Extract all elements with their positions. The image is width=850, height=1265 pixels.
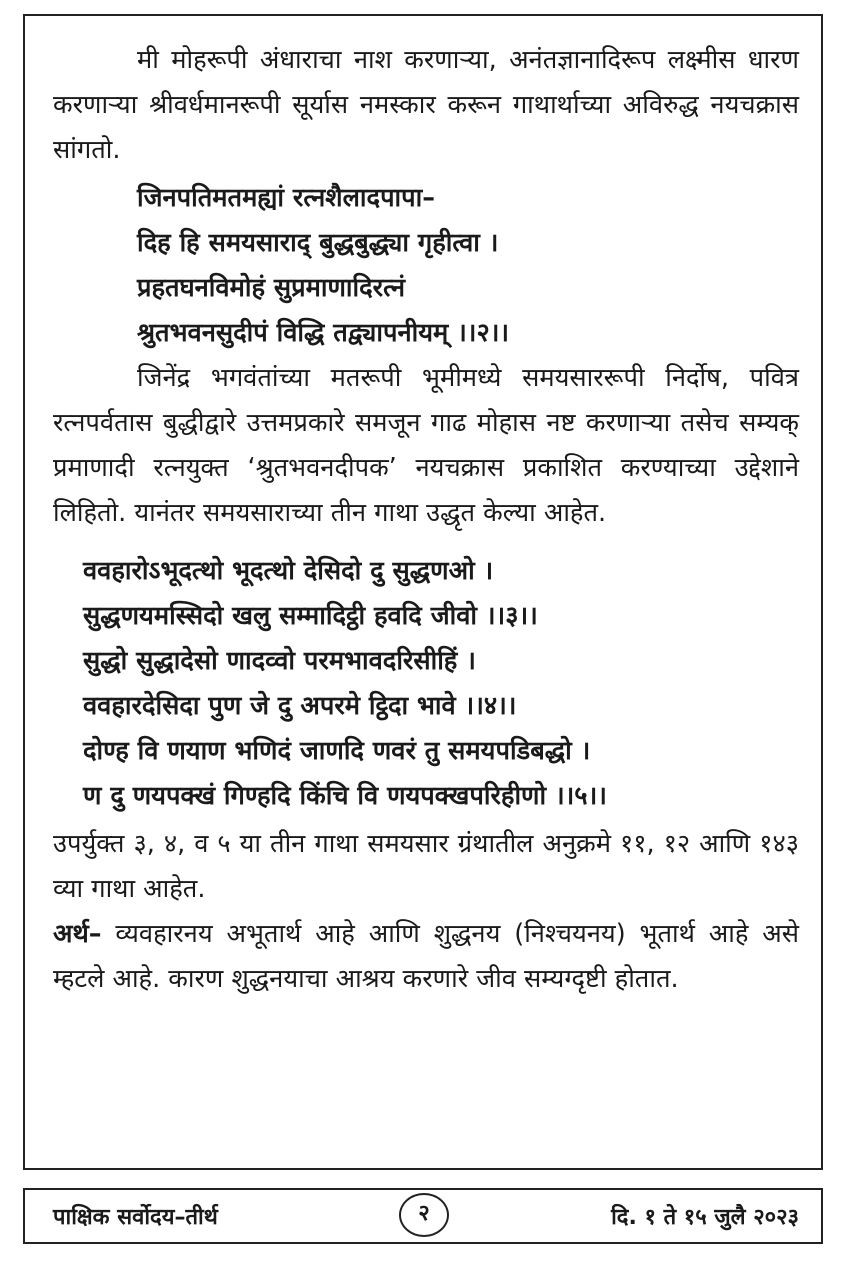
verse-line: दोण्ह वि णयाण भणिदं जाणदि णवरं तु समयपडिबद्धो । bbox=[83, 736, 591, 766]
verse-line: सुद्धो सुद्धादेसो णादव्वो परमभावदरिसीहिं । bbox=[83, 646, 476, 676]
meaning-label: अर्थ– bbox=[53, 919, 102, 949]
page-frame bbox=[23, 14, 823, 1170]
verse-line: ववहारोऽभूदत्थो भूदत्थो देसिदो दु सुद्धणओ । bbox=[83, 556, 494, 586]
publication-name: पाक्षिक सर्वोदय–तीर्थ bbox=[53, 1205, 218, 1230]
page-footer bbox=[23, 1188, 823, 1244]
verse-line: श्रुतभवनसुदीपं विद्धि तद्व्यापनीयम् ।।२।। bbox=[137, 318, 510, 348]
paragraph-reference: उपर्युक्त ३, ४, व ५ या तीन गाथा समयसार ग्रंथातील अनुक्रमे ११, १२ आणि १४३ व्या गाथा आहेत. bbox=[53, 829, 799, 904]
issue-date: दि. १ ते १५ जुलै २०२३ bbox=[611, 1205, 799, 1230]
page-number: २ bbox=[399, 1193, 449, 1237]
verse-line: सुद्धणयमस्सिदो खलु सम्मादिट्ठी हवदि जीवो ।।३।। bbox=[83, 601, 538, 631]
paragraph-explanation: जिनेंद्र भगवंतांच्या मतरूपी भूमीमध्ये समयसाररूपी निर्दोष, पवित्र रत्नपर्वतास बुद्धीद्वारे उत्तमप्रकारे समजून गाढ मोहास नष्ट करणाऱ्या तसेच सम्यक् प्रमाणादी रत्नयुक्त ‘श्रुतभवनदीपक’ नयचक्रास प्रकाशित करण्याच्या उद्देशाने लिहितो. यानंतर समयसाराच्या तीन गाथा उद्धृत केल्या आहेत. bbox=[53, 363, 799, 528]
paragraph-meaning bbox=[53, 912, 799, 1002]
verse-prakrit bbox=[53, 549, 799, 819]
verse-line: प्रहतघनविमोहं सुप्रमाणादिरत्नं bbox=[137, 273, 406, 303]
verse-line: दिह हि समयसाराद् बुद्धबुद्ध्या गृहीत्वा । bbox=[137, 228, 499, 258]
verse-line: ववहारदेसिदा पुण जे दु अपरमे ट्ठिदा भावे ।।४।। bbox=[83, 691, 517, 721]
paragraph-intro: मी मोहरूपी अंधाराचा नाश करणाऱ्या, अनंतज्ञानादिरूप लक्ष्मीस धारण करणाऱ्या श्रीवर्धमानरूपी सूर्यास नमस्कार करून गाथार्थाच्या अविरुद्ध नयचक्रास सांगतो. bbox=[53, 45, 799, 165]
meaning-text: व्यवहारनय अभूतार्थ आहे आणि शुद्धनय (निश्चयनय) भूतार्थ आहे असे म्हटले आहे. कारण शुद्धनयाचा आश्रय करणारे जीव सम्यग्दृष्टी होतात. bbox=[53, 919, 799, 994]
verse-sanskrit bbox=[53, 176, 799, 356]
page-content bbox=[53, 38, 799, 1002]
verse-line: जिनपतिमतमह्यां रत्नशैलादपापा– bbox=[137, 183, 435, 213]
verse-line: ण दु णयपक्खं गिण्हदि किंचि वि णयपक्खपरिहीणो ।।५।। bbox=[83, 781, 607, 811]
